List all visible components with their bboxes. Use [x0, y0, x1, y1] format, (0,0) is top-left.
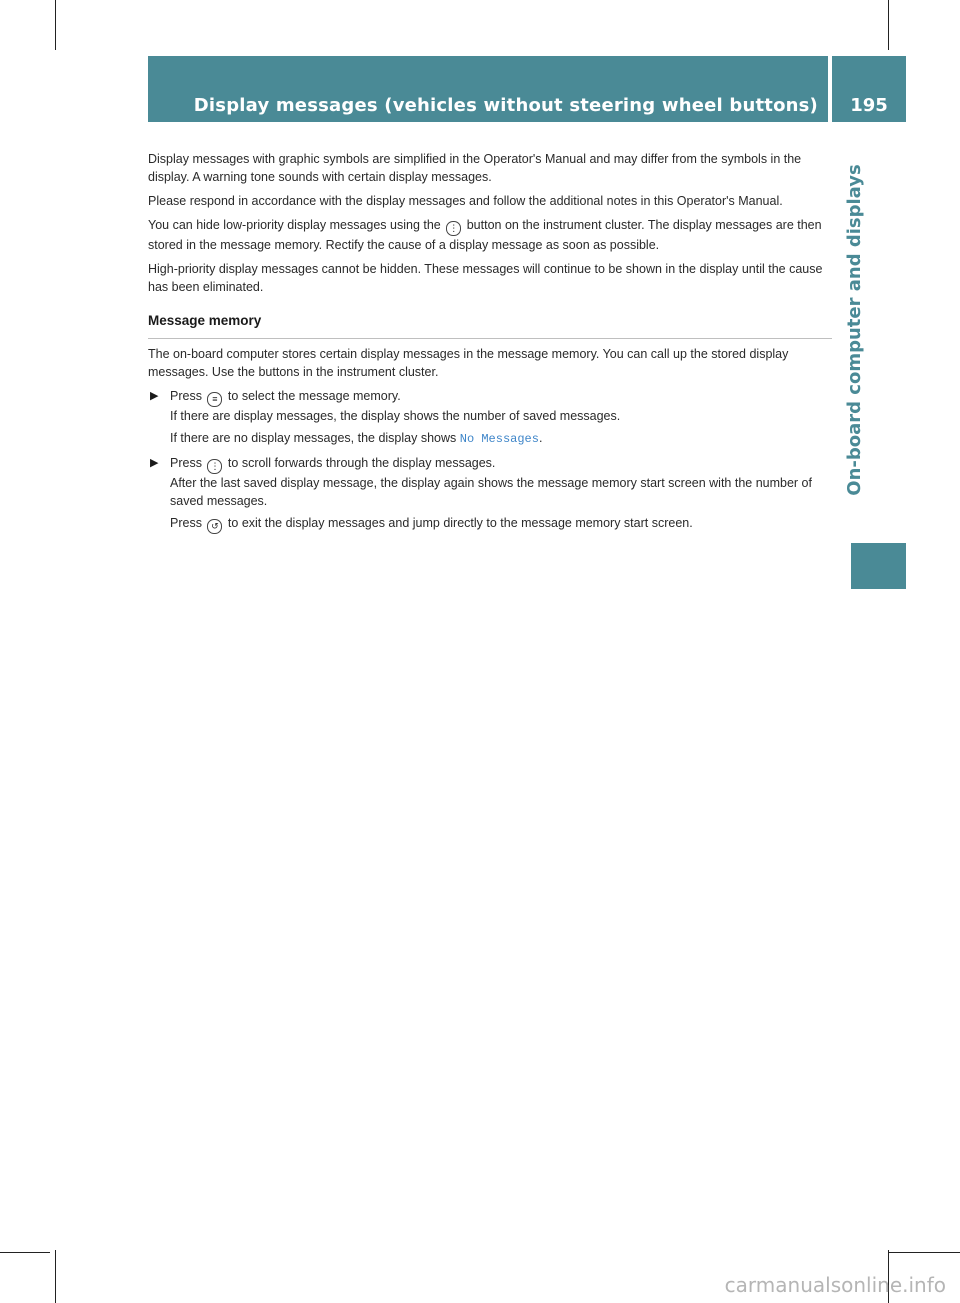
step-action: to scroll forwards through the display messages.: [227, 456, 496, 470]
section-intro: The on-board computer stores certain display messages in the message memory. You can call up the stored display messages. Use the buttons in the instrument cluster.: [148, 347, 789, 379]
page-title: Display messages (vehicles without steering wheel buttons): [193, 95, 818, 116]
step-item: [148, 387, 832, 425]
intro-paragraph: Please respond in accordance with the display messages and follow the additional notes in this Operator's Manual.: [148, 194, 783, 208]
crop-mark: [888, 1252, 960, 1253]
menu-button-icon: ≡: [207, 392, 222, 407]
crop-mark: [0, 1252, 50, 1253]
note-text: to exit the display messages and jump directly to the message memory start screen.: [227, 516, 693, 530]
crop-mark: [55, 1250, 56, 1303]
page-content: [148, 150, 832, 540]
page-number-box: [832, 56, 906, 122]
arrow-icon: ▶: [150, 390, 159, 402]
note-text: .: [538, 431, 543, 445]
crop-mark: [55, 0, 56, 50]
step-lead: Press: [170, 389, 202, 403]
step-result: If there are display messages, the display shows the number of saved messages.: [170, 409, 621, 423]
header-bar: [148, 56, 828, 122]
step-note: [148, 429, 832, 448]
section-heading: Message memory: [148, 312, 832, 339]
intro-paragraph: Display messages with graphic symbols are simplified in the Operator's Manual and may differ from the symbols in the display. A warning tone sounds with certain display messages.: [148, 152, 802, 184]
step-note: [148, 514, 832, 534]
note-text: Press: [170, 516, 202, 530]
page-number: 195: [850, 95, 888, 116]
trip-button-icon: ↺: [207, 519, 222, 534]
step-lead: Press: [170, 456, 202, 470]
crop-mark: [888, 0, 889, 50]
note-text: If there are no display messages, the display shows: [170, 431, 457, 445]
side-tab-marker: [851, 543, 906, 589]
reset-button-icon: ⋮: [446, 221, 461, 236]
display-message-text: No Messages: [459, 432, 539, 446]
step-result: After the last saved display message, the display again shows the message memory start screen with the number of saved messages.: [170, 476, 812, 508]
footer-watermark: carmanualsonline.info: [724, 1273, 946, 1297]
intro-paragraph: [148, 216, 832, 254]
step-item: [148, 454, 832, 510]
intro-text: button on the instrument cluster. The display messages are then stored in the message memory. Rectify the cause of a display message as soon as possible.: [148, 218, 822, 252]
arrow-icon: ▶: [150, 457, 159, 469]
step-action: to select the message memory.: [227, 389, 401, 403]
reset-button-icon: ⋮: [207, 459, 222, 474]
side-tab-label: On-board computer and displays: [844, 164, 865, 496]
intro-text: You can hide low-priority display messages using the: [148, 218, 441, 232]
intro-paragraph: High-priority display messages cannot be hidden. These messages will continue to be shown in the display until the cause has been eliminated.: [148, 262, 823, 294]
